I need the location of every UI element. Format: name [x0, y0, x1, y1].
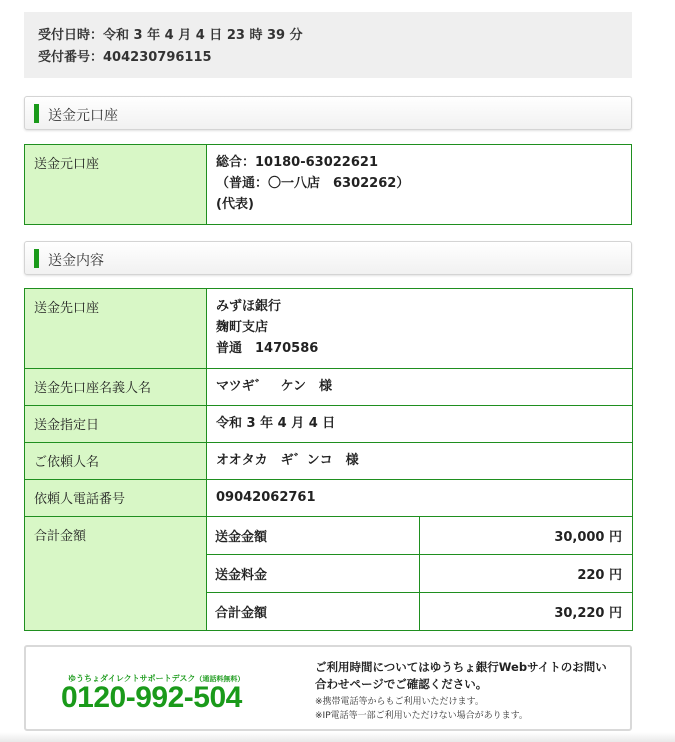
dest-account-value	[207, 289, 633, 369]
section-marker	[34, 249, 39, 268]
page-bottom-shadow	[0, 732, 675, 742]
support-banner	[24, 645, 632, 731]
source-account-row	[25, 145, 632, 225]
date-value: 令和 3 年 4 月 4 日	[207, 406, 633, 443]
grand-total-label: 合計金額	[207, 593, 420, 631]
free-call-badge: （通話料無料）	[195, 675, 245, 683]
source-account-table	[24, 144, 632, 225]
date-label: 送金指定日	[25, 406, 207, 443]
transfer-details-table	[24, 288, 633, 631]
section-marker	[34, 104, 39, 123]
fee-label: 送金料金	[207, 555, 420, 593]
support-notes	[315, 695, 528, 723]
dest-bank: みずほ銀行	[216, 299, 282, 314]
total-label: 合計金額	[25, 517, 207, 631]
phone-value: 09042062761	[207, 480, 633, 517]
requester-label: ご依頼人名	[25, 443, 207, 480]
source-section-title: 送金元口座	[48, 108, 118, 124]
source-account-line3: (代表)	[216, 197, 254, 212]
mobile-note: ※携帯電話等からもご利用いただけます。	[315, 697, 484, 707]
receipt-info	[24, 12, 632, 78]
receipt-datetime-value: 令和 3 年 4 月 4 日 23 時 39 分	[103, 28, 303, 43]
dest-branch: 麹町支店	[216, 320, 269, 335]
dest-account-label: 送金先口座	[25, 289, 207, 369]
source-account-value	[207, 145, 632, 225]
dest-account-row	[25, 289, 633, 369]
receipt-number-value: 404230796115	[103, 50, 212, 65]
holder-label: 送金先口座名義人名	[25, 369, 207, 406]
date-row	[25, 406, 633, 443]
amount-value: 30,000 円	[420, 517, 633, 555]
fee-value: 220 円	[420, 555, 633, 593]
requester-row	[25, 443, 633, 480]
transfer-section-title: 送金内容	[48, 253, 104, 269]
grand-total-value: 30,220 円	[420, 593, 633, 631]
amount-label: 送金金額	[207, 517, 420, 555]
source-account-line2: （普通：〇一八店 6302262）	[216, 176, 410, 191]
source-section-header	[24, 96, 632, 130]
source-account-line1: 総合：10180-63022621	[216, 155, 378, 170]
phone-label: 依頼人電話番号	[25, 480, 207, 517]
support-hours-note: ご利用時間についてはゆうちょ銀行Webサイトのお問い合わせページでご確認ください。	[315, 660, 607, 691]
receipt-datetime-label: 受付日時：	[38, 28, 104, 43]
receipt-datetime	[38, 25, 618, 47]
support-desk-name: ゆうちょダイレクトサポートデスク	[68, 674, 196, 683]
holder-row	[25, 369, 633, 406]
requester-value: オオタカ ギ゛ンコ 様	[207, 443, 633, 480]
source-account-label: 送金元口座	[25, 145, 207, 225]
receipt-number	[38, 47, 618, 69]
phone-row	[25, 480, 633, 517]
holder-value: マツギ゛ ケン 様	[207, 369, 633, 406]
dest-account-number: 普通 1470586	[216, 341, 319, 356]
transfer-section-header	[24, 241, 632, 275]
amount-row	[25, 517, 633, 555]
support-phone-number: 0120-992-504	[61, 681, 242, 714]
receipt-number-label: 受付番号：	[38, 50, 104, 65]
ip-phone-note: ※IP電話等一部ご利用いただけない場合があります。	[315, 711, 528, 721]
